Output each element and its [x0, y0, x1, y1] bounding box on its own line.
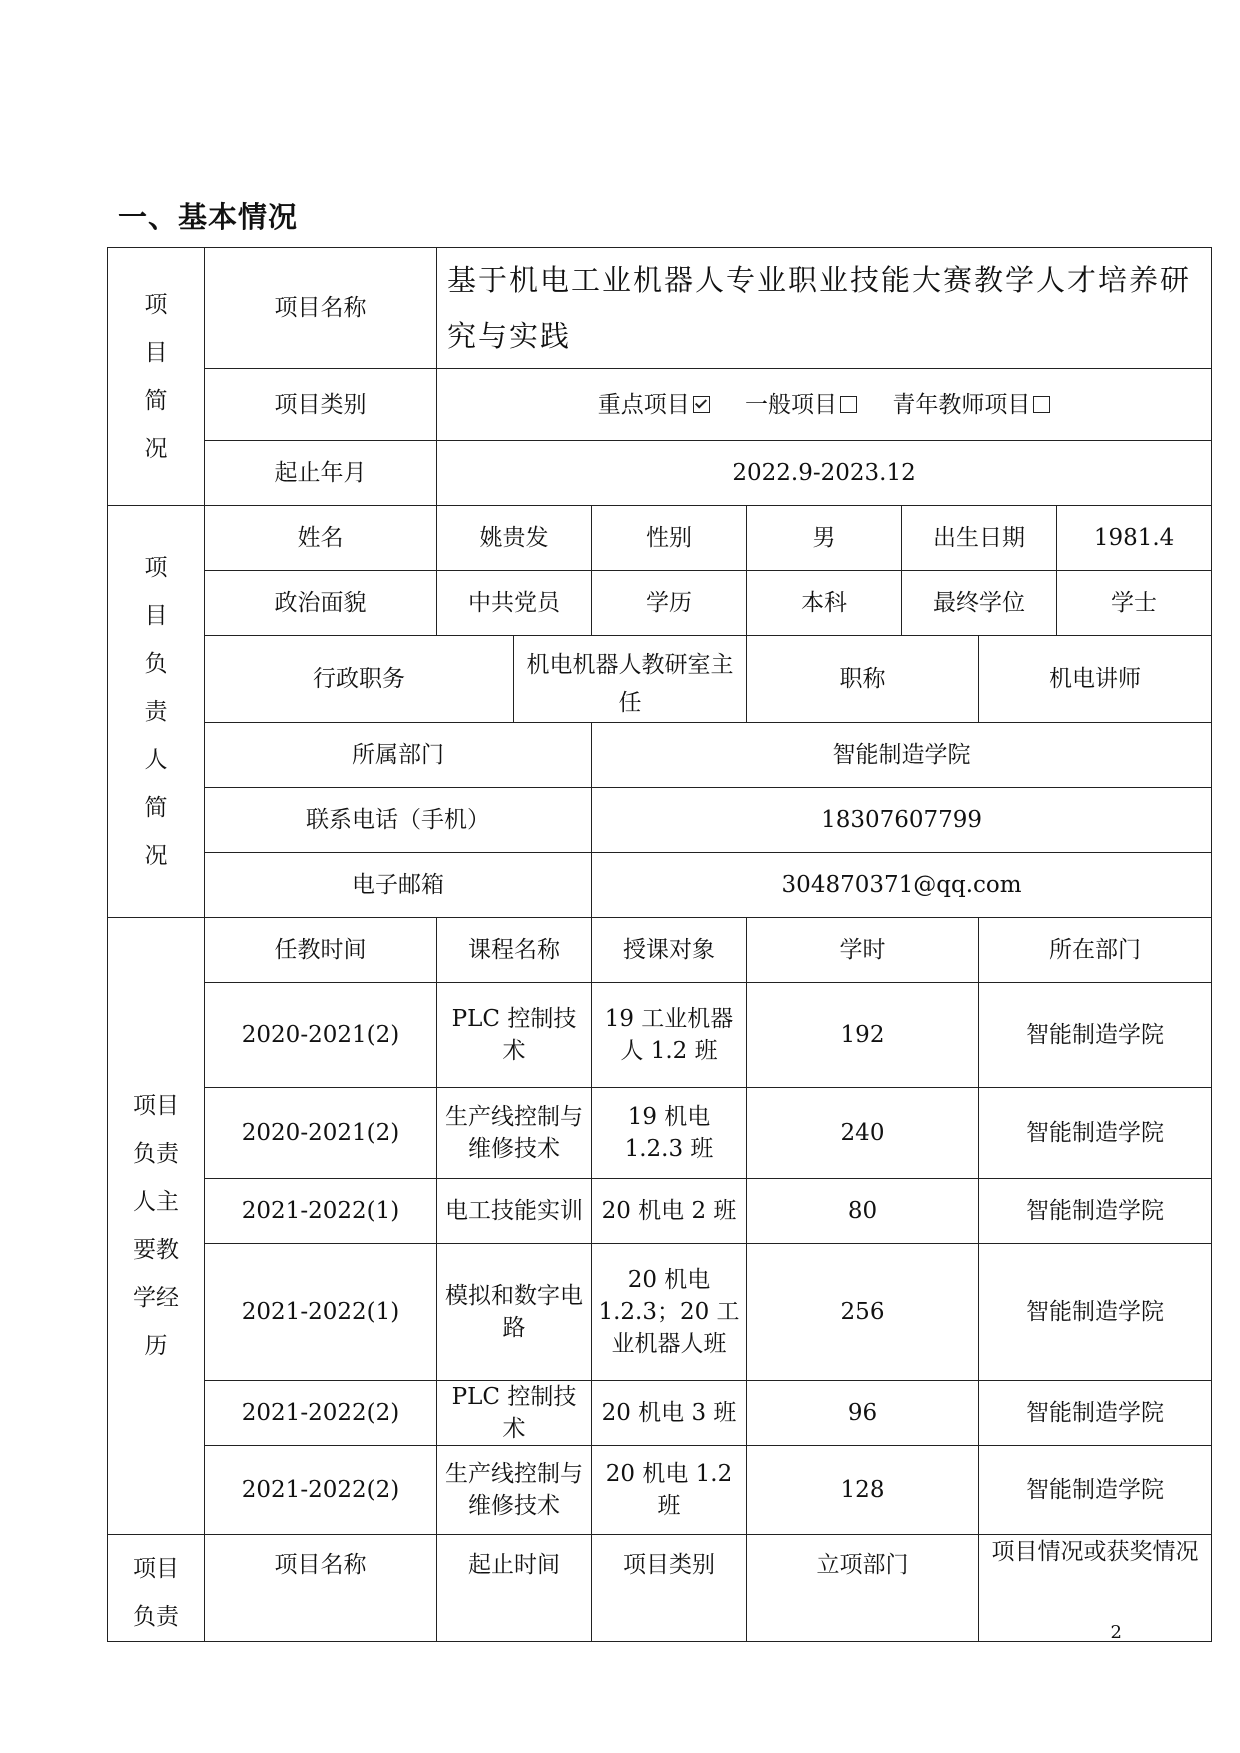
hours-cell: 128 — [747, 1446, 979, 1535]
target-cell: 20 机电 2 班 — [592, 1179, 747, 1244]
teaching-header-hours: 学时 — [747, 918, 979, 983]
leader-dept-label: 所属部门 — [205, 723, 592, 788]
category-option-young-teacher[interactable]: 青年教师项目 — [892, 392, 1050, 418]
leader-degree-label: 最终学位 — [902, 571, 1057, 636]
project-name-value: 基于机电工业机器人专业职业技能大赛教学人才培养研究与实践 — [437, 248, 1212, 369]
hours-cell: 240 — [747, 1088, 979, 1179]
leader-education-value: 本科 — [747, 571, 902, 636]
leader-phone-label: 联系电话（手机） — [205, 788, 592, 853]
leader-birth-label: 出生日期 — [902, 506, 1057, 571]
course-cell: 生产线控制与维修技术 — [437, 1446, 592, 1535]
course-cell: PLC 控制技术 — [437, 983, 592, 1088]
leader-education-label: 学历 — [592, 571, 747, 636]
leader-email-label: 电子邮箱 — [205, 853, 592, 918]
dept-cell: 智能制造学院 — [979, 1446, 1212, 1535]
teaching-header-term: 任教时间 — [205, 918, 437, 983]
leader-name-value: 姚贵发 — [437, 506, 592, 571]
leader-email-value: 304870371@qq.com — [592, 853, 1212, 918]
hours-cell: 192 — [747, 983, 979, 1088]
projects-group-label: 项目负责 — [108, 1535, 205, 1642]
term-cell: 2020-2021(2) — [205, 1088, 437, 1179]
leader-name-label: 姓名 — [205, 506, 437, 571]
table-row — [108, 1244, 1212, 1381]
leader-politics-label: 政治面貌 — [205, 571, 437, 636]
target-cell: 20 机电 3 班 — [592, 1381, 747, 1446]
leader-degree-value: 学士 — [1057, 571, 1212, 636]
teaching-header-course: 课程名称 — [437, 918, 592, 983]
target-cell: 19 工业机器人 1.2 班 — [592, 983, 747, 1088]
table-row — [108, 1088, 1212, 1179]
checkbox-empty-icon — [1033, 396, 1050, 413]
leader-title-label: 职称 — [747, 636, 979, 723]
dept-cell: 智能制造学院 — [979, 983, 1212, 1088]
course-cell: 电工技能实训 — [437, 1179, 592, 1244]
dept-cell: 智能制造学院 — [979, 1179, 1212, 1244]
projects-header-name: 项目名称 — [205, 1535, 437, 1642]
leader-title-value: 机电讲师 — [979, 636, 1212, 723]
hours-cell: 96 — [747, 1381, 979, 1446]
leader-gender-value: 男 — [747, 506, 902, 571]
term-cell: 2021-2022(2) — [205, 1381, 437, 1446]
course-cell: 模拟和数字电路 — [437, 1244, 592, 1381]
leader-politics-value: 中共党员 — [437, 571, 592, 636]
leader-gender-label: 性别 — [592, 506, 747, 571]
project-category-options — [437, 369, 1212, 441]
category-option-general[interactable]: 一般项目 — [745, 392, 857, 418]
leader-dept-value: 智能制造学院 — [592, 723, 1212, 788]
dept-cell: 智能制造学院 — [979, 1088, 1212, 1179]
target-cell: 20 机电 1.2.3；20 工业机器人班 — [592, 1244, 747, 1381]
hours-cell: 256 — [747, 1244, 979, 1381]
project-category-label: 项目类别 — [205, 369, 437, 441]
projects-header-result: 项目情况或获奖情况 — [979, 1535, 1212, 1642]
leader-admin-label: 行政职务 — [205, 636, 514, 723]
table-row — [108, 1179, 1212, 1244]
basic-info-table — [107, 247, 1199, 1630]
category-option-key[interactable]: 重点项目 — [598, 392, 710, 418]
project-name-label: 项目名称 — [205, 248, 437, 369]
checkbox-checked-icon — [693, 396, 710, 413]
table-row — [108, 1381, 1212, 1446]
course-cell: 生产线控制与维修技术 — [437, 1088, 592, 1179]
term-cell: 2021-2022(2) — [205, 1446, 437, 1535]
table-row — [108, 983, 1212, 1088]
teaching-header-target: 授课对象 — [592, 918, 747, 983]
term-cell: 2021-2022(1) — [205, 1244, 437, 1381]
projects-header-category: 项目类别 — [592, 1535, 747, 1642]
page-number: 2 — [1110, 1622, 1122, 1643]
target-cell: 19 机电 1.2.3 班 — [592, 1088, 747, 1179]
hours-cell: 80 — [747, 1179, 979, 1244]
projects-header-department: 立项部门 — [747, 1535, 979, 1642]
leader-admin-value: 机电机器人教研室主任 — [514, 636, 747, 723]
term-cell: 2021-2022(1) — [205, 1179, 437, 1244]
period-value: 2022.9-2023.12 — [437, 441, 1212, 506]
leader-phone-value: 18307607799 — [592, 788, 1212, 853]
dept-cell: 智能制造学院 — [979, 1244, 1212, 1381]
teaching-group-label: 项目负责人主要教学经历 — [108, 918, 205, 1535]
teaching-header-dept: 所在部门 — [979, 918, 1212, 983]
checkbox-empty-icon — [840, 396, 857, 413]
target-cell: 20 机电 1.2 班 — [592, 1446, 747, 1535]
period-label: 起止年月 — [205, 441, 437, 506]
term-cell: 2020-2021(2) — [205, 983, 437, 1088]
leader-group-label: 项目负责人简况 — [108, 506, 205, 918]
projects-header-period: 起止时间 — [437, 1535, 592, 1642]
leader-birth-value: 1981.4 — [1057, 506, 1212, 571]
section-heading: 一、基本情况 — [118, 200, 299, 234]
overview-group-label: 项目简况 — [108, 248, 205, 506]
course-cell: PLC 控制技术 — [437, 1381, 592, 1446]
dept-cell: 智能制造学院 — [979, 1381, 1212, 1446]
table-row — [108, 1446, 1212, 1535]
